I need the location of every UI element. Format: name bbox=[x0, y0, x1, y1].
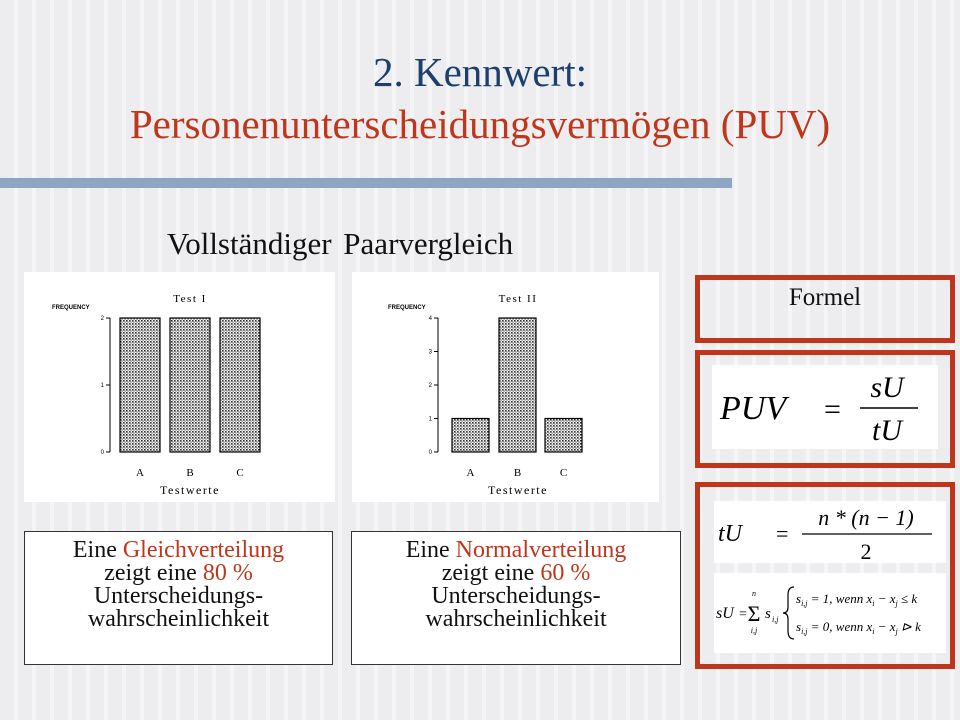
caption-line1 bbox=[352, 539, 680, 562]
caption-highlight: Normalverteilung bbox=[455, 537, 627, 563]
su-lhs: sU bbox=[716, 605, 734, 622]
formel-label: Formel bbox=[788, 284, 862, 311]
formel-header-frame bbox=[695, 275, 955, 343]
chart-test-1 bbox=[24, 272, 335, 502]
chart-category-label: B bbox=[513, 467, 522, 479]
chart-y-tick-label: 4 bbox=[428, 316, 432, 322]
puv-numerator: sU bbox=[870, 371, 904, 404]
caption-normalverteilung bbox=[351, 531, 681, 665]
case1: $s_{i,j} = 1$, wenn $x_i - x_j \le k$ bbox=[796, 591, 918, 608]
su-equals: = bbox=[739, 607, 747, 622]
chart-ylabel: FREQUENCY bbox=[388, 305, 426, 311]
chart-category-label: A bbox=[136, 467, 144, 479]
caption-gleichverteilung bbox=[24, 531, 333, 665]
chart-bar bbox=[452, 419, 489, 453]
slide-title-line2: Personenunterscheidungsvermögen (PUV) bbox=[129, 101, 831, 147]
chart-y-tick-label: 1 bbox=[428, 416, 432, 423]
caption-highlight: Gleichverteilung bbox=[122, 537, 285, 563]
puv-lhs: PUV bbox=[720, 390, 787, 427]
puv-denominator: tU bbox=[872, 414, 902, 447]
caption-line4: wahrscheinlichkeit bbox=[87, 606, 270, 632]
caption-line2 bbox=[25, 562, 332, 585]
tu-numerator: n * (n − 1) bbox=[818, 505, 914, 530]
puv-formula-frame bbox=[695, 350, 955, 468]
chart-y-tick-label: 3 bbox=[428, 349, 432, 356]
caption-line4: wahrscheinlichkeit bbox=[425, 606, 607, 632]
caption-line3: Unterscheidungs- bbox=[93, 583, 264, 609]
caption-line3: Unterscheidungs- bbox=[431, 583, 601, 609]
chart-xlabel: Testwerte bbox=[488, 483, 548, 497]
chart-test-2 bbox=[352, 272, 659, 502]
tu-su-formula-frame bbox=[695, 482, 955, 669]
chart-y-tick-label: 2 bbox=[100, 316, 104, 322]
caption-percentage: 80 % bbox=[202, 560, 253, 586]
chart-y-tick-label: 0 bbox=[100, 450, 104, 456]
slide-title bbox=[0, 46, 960, 150]
chart-xlabel: Testwerte bbox=[160, 483, 220, 497]
sum-symbol: Σ bbox=[747, 601, 761, 626]
chart-category-label: B bbox=[186, 467, 194, 479]
cases-brace bbox=[783, 587, 794, 639]
caption-prefix: Eine bbox=[405, 537, 456, 563]
su-formula-card bbox=[714, 573, 946, 653]
tu-formula-card bbox=[714, 501, 946, 563]
caption-line1 bbox=[25, 539, 332, 562]
tu-formula bbox=[714, 501, 946, 563]
tu-denominator: 2 bbox=[860, 539, 872, 563]
caption-prefix: Eine bbox=[72, 537, 123, 563]
chart-y-tick-label: 0 bbox=[428, 450, 432, 456]
case2: $s_{i,j} = 0$, wenn $x_i - x_j$ ⊳ k bbox=[796, 619, 921, 636]
chart-bar bbox=[545, 419, 582, 453]
su-sum-upper: n bbox=[752, 589, 756, 598]
chart-ylabel: FREQUENCY bbox=[52, 305, 90, 311]
chart-category-label: C bbox=[559, 467, 568, 479]
title-divider-band bbox=[0, 178, 732, 188]
slide-subtitle: Vollständiger Paarvergleich bbox=[166, 226, 514, 261]
puv-formula bbox=[712, 365, 938, 449]
chart-bar bbox=[170, 318, 210, 452]
chart-title: Test II bbox=[498, 293, 538, 305]
chart-title: Test I bbox=[173, 293, 207, 305]
chart-y-tick-label: 1 bbox=[100, 383, 104, 389]
chart-category-label: A bbox=[466, 467, 475, 479]
caption-line2 bbox=[352, 562, 680, 585]
chart-svg bbox=[352, 272, 659, 502]
su-term: s bbox=[765, 606, 771, 622]
su-sum-lower: i,j bbox=[750, 626, 758, 635]
chart-bar bbox=[220, 318, 260, 452]
puv-formula-card bbox=[712, 365, 938, 449]
chart-y-tick-label: 2 bbox=[428, 383, 432, 389]
caption-percentage: 60 % bbox=[540, 560, 591, 586]
puv-equals: = bbox=[824, 393, 841, 426]
su-formula bbox=[714, 573, 946, 653]
chart-category-label: C bbox=[236, 467, 244, 479]
tu-equals: = bbox=[776, 521, 789, 546]
chart-svg bbox=[24, 272, 335, 502]
su-term-subscript: i,j bbox=[772, 615, 779, 624]
chart-bar bbox=[120, 318, 160, 452]
slide-title-line1: 2. Kennwert: bbox=[372, 49, 588, 95]
caption-line2-prefix: zeigt eine bbox=[441, 560, 541, 586]
tu-lhs: tU bbox=[718, 521, 742, 547]
caption-line2-prefix: zeigt eine bbox=[104, 560, 203, 586]
chart-bar bbox=[499, 318, 536, 452]
